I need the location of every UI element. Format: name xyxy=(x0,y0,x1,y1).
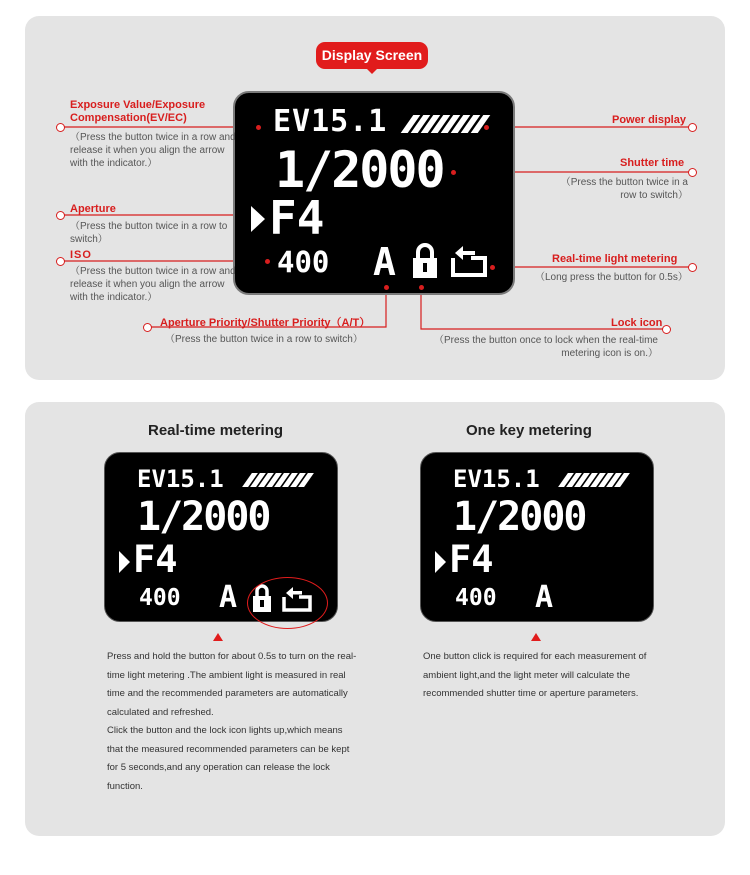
realtime-ring xyxy=(688,263,697,272)
mode-connector-dot xyxy=(384,285,389,290)
shutter-ring xyxy=(688,168,697,177)
highlight-oval xyxy=(247,577,328,629)
one-key-description: One button click is required for each measurement of ambient light,and the light meter will calculate the recommended shutter time or aperture parameters. xyxy=(423,651,647,699)
mode-indicator: A xyxy=(373,240,396,284)
arrow-indicator-icon xyxy=(435,551,446,573)
aperture-ring xyxy=(56,211,65,220)
pointer-triangle-icon xyxy=(531,633,541,641)
ev-connector-dot xyxy=(256,125,261,130)
device-screen-main xyxy=(233,91,515,295)
shutter-note: （Press the button twice in a row to switch） xyxy=(560,177,688,201)
realtime-metering-icon xyxy=(449,246,489,278)
battery-icon xyxy=(401,115,491,133)
lock-label: Lock icon xyxy=(611,317,663,329)
arrow-indicator-icon xyxy=(251,206,265,232)
battery-icon xyxy=(242,473,314,487)
lock-ring xyxy=(662,325,671,334)
arrow-indicator-icon xyxy=(119,551,130,573)
aperture-readout: F4 xyxy=(133,538,178,581)
priority-ring xyxy=(143,323,152,332)
iso-connector-dot xyxy=(265,259,270,264)
realtime-metering-heading: Real-time metering xyxy=(148,422,284,439)
one-key-metering-heading: One key metering xyxy=(466,422,592,439)
ev-readout: EV15.1 xyxy=(273,104,388,139)
aperture-note: （Press the button twice in a row to switch） xyxy=(70,221,228,245)
shutter-label: Shutter time xyxy=(620,157,685,169)
power-connector-dot xyxy=(484,125,489,130)
shutter-readout: 1/2000 xyxy=(453,494,586,540)
power-ring xyxy=(688,123,697,132)
pointer-triangle-icon xyxy=(213,633,223,641)
iso-readout: 400 xyxy=(277,245,330,279)
ev-readout: EV15.1 xyxy=(137,465,224,493)
ev-label-line2: Compensation(EV/EC) xyxy=(70,112,187,124)
realtime-label: Real-time light metering xyxy=(552,253,678,265)
lock-connector-dot xyxy=(419,285,424,290)
aperture-label: Aperture xyxy=(70,203,116,215)
iso-readout: 400 xyxy=(139,585,181,611)
device-screen-onekey xyxy=(420,452,654,622)
display-screen-badge: Display Screen xyxy=(316,42,428,69)
realtime-note: （Long press the button for 0.5s） xyxy=(535,272,688,283)
lock-icon xyxy=(411,243,439,279)
badge-pointer xyxy=(366,68,378,74)
priority-label: Aperture Priority/Shutter Priority（A/T） xyxy=(160,317,371,329)
mode-indicator: A xyxy=(535,580,554,615)
battery-icon xyxy=(558,473,630,487)
aperture-readout: F4 xyxy=(269,191,325,245)
ev-note: （Press the button twice in a row and release it when you align the arrow with the indicator.） xyxy=(70,132,236,169)
aperture-readout: F4 xyxy=(449,538,494,581)
shutter-connector-dot xyxy=(451,170,456,175)
iso-ring xyxy=(56,257,65,266)
power-label: Power display xyxy=(612,114,686,126)
ev-label: Exposure Value/Exposure xyxy=(70,99,206,111)
ev-ring xyxy=(56,123,65,132)
priority-note: （Press the button twice in a row to switch） xyxy=(165,334,363,345)
ev-readout: EV15.1 xyxy=(453,465,540,493)
mode-indicator: A xyxy=(219,580,238,615)
shutter-readout: 1/2000 xyxy=(137,494,270,540)
iso-readout: 400 xyxy=(455,585,497,611)
realtime-connector-dot xyxy=(490,265,495,270)
shutter-readout: 1/2000 xyxy=(275,141,444,199)
iso-note: （Press the button twice in a row and release it when you align the arrow with the indicator.） xyxy=(70,266,236,303)
iso-label: ISO xyxy=(70,249,92,261)
realtime-description: Press and hold the button for about 0.5s to turn on the real-time light metering .The ambient light is measured in real time and the recommended parameters are automatically calculated and refreshed. Click the button and the lock icon lights up,which means that the measured recommended parameters can be kept for 5 seconds,and any operation can release the lock function. xyxy=(107,651,357,792)
lock-note: （Press the button once to lock when the real-time metering icon is on.） xyxy=(433,335,658,359)
